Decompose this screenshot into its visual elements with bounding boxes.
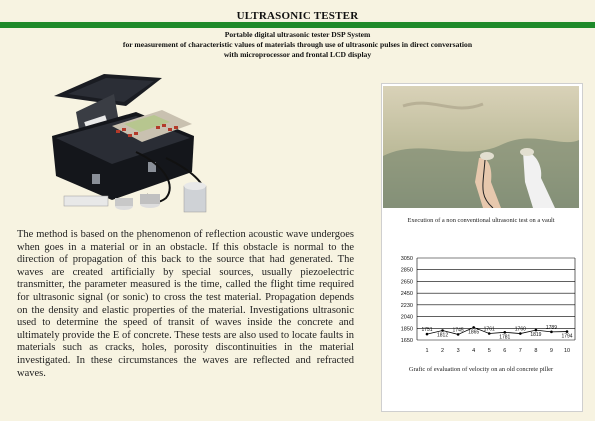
x-tick-label: 7 [518, 348, 522, 354]
velocity-chart [385, 240, 583, 360]
subtitle-line: for measurement of characteristic values of materials through use of ultrasonic pulses in direct conversation [122, 40, 473, 49]
page-title: ULTRASONIC TESTER [236, 10, 359, 22]
data-label: 1745 [452, 327, 464, 334]
data-point [566, 330, 569, 333]
y-tick-label: 2230 [400, 302, 413, 309]
y-tick-label: 2650 [400, 279, 413, 286]
data-label: 1794 [561, 333, 573, 340]
x-tick-label: 2 [441, 348, 445, 354]
x-tick-label: 4 [472, 348, 476, 354]
ultrasonic-tester-photo [16, 66, 224, 226]
subtitle-line: Portable digital ultrasonic tester DSP System [224, 30, 371, 39]
y-tick-label: 2040 [400, 314, 413, 321]
x-tick-label: 6 [503, 348, 507, 354]
y-tick-label: 1650 [400, 338, 413, 344]
data-point [503, 331, 506, 334]
y-tick-label: 2450 [400, 291, 413, 298]
x-tick-label: 9 [549, 348, 553, 354]
data-point [472, 326, 475, 329]
data-label: 1781 [499, 334, 511, 341]
data-point [550, 331, 553, 334]
data-label: 1751 [421, 327, 433, 334]
method-description: The method is based on the phenomenon of reflection acoustic wave undergoes when goes in a material or in an obstacle. If this obstacle is normal to the direction of propagation of this back to the source that had generated. The waves are created artificially by special sources, usually piezoelectric transmitter, the parameter measured is the time, called the flight time required for ultrasonic signal (or sonic) to cross the test material. Propagation depends on the density and elastic properties of the material. Investigations ultrasonic used to determine the speed of transit of waves inside the concrete and ultimately provide the E of concrete. These tests are also used to locate faults in materials such as cracks, holes, porosity discontinuities in the material investigated. In these circumstances the waves are reflected and refracted waves. [17, 229, 354, 379]
data-point [441, 329, 444, 332]
accent-bar [0, 22, 595, 28]
y-tick-label: 2850 [400, 267, 413, 274]
data-label: 1789 [545, 324, 558, 331]
data-label: 1865 [468, 329, 480, 336]
data-point [488, 332, 491, 335]
subtitle [40, 30, 555, 60]
fresco-caption: Execution of a non conventional ultrasonic test on a vault [407, 217, 555, 224]
data-label: 1760 [514, 326, 526, 333]
x-tick-label: 1 [425, 348, 429, 354]
data-label: 1812 [436, 332, 449, 339]
data-point [519, 332, 522, 335]
subtitle-line: with microprocessor and frontal LCD display [223, 50, 372, 59]
data-point [457, 333, 460, 336]
y-tick-label: 3050 [400, 256, 413, 262]
x-tick-label: 5 [487, 348, 491, 354]
x-tick-label: 8 [534, 348, 538, 354]
data-label: 1819 [530, 332, 542, 339]
vault-fresco-photo [383, 86, 579, 208]
chart-caption: Grafic of evaluation of velocity on an old concrete piller [408, 366, 554, 373]
data-label: 1761 [483, 326, 495, 333]
x-tick-label: 10 [563, 348, 571, 354]
y-tick-label: 1850 [400, 326, 413, 333]
data-point [426, 333, 429, 336]
x-tick-label: 3 [456, 348, 460, 354]
data-point [535, 329, 538, 332]
